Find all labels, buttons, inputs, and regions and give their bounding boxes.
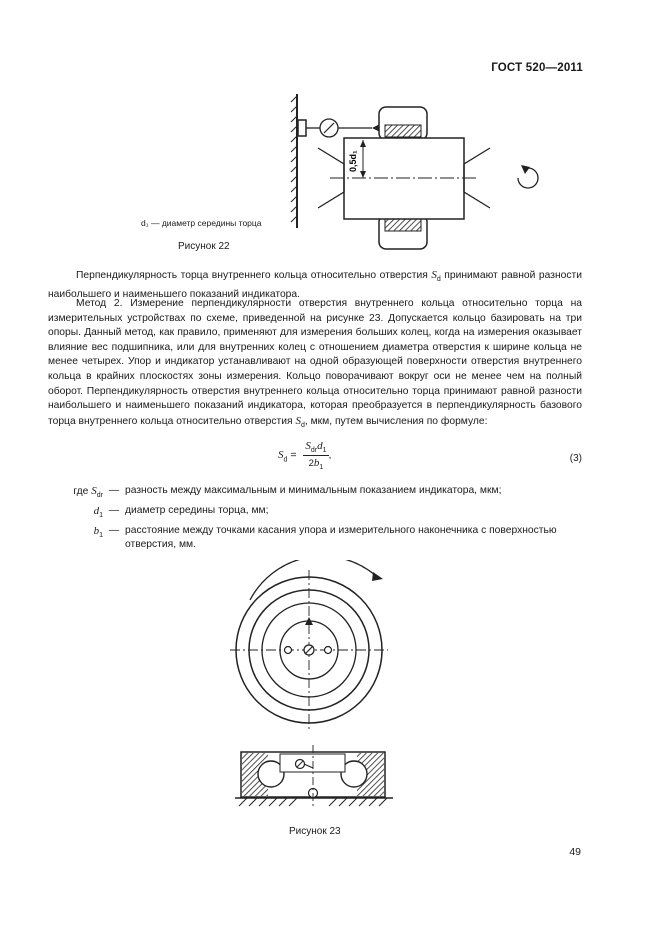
figure-22-caption: Рисунок 22 bbox=[178, 241, 230, 252]
figure-23-caption: Рисунок 23 bbox=[289, 826, 341, 837]
figure-23-diagram bbox=[225, 560, 400, 825]
paragraph-1: Перпендикулярность торца внутреннего кольца относительно отверстия $S_d$ принимают равной разности наибольшего и наименьшего показаний индикатора. bbox=[48, 269, 582, 300]
figure-22-diagram bbox=[140, 88, 560, 253]
definition-row: $d_1$ — диаметр середины торца, мм; bbox=[93, 504, 269, 519]
rotation-arrow-icon bbox=[372, 572, 383, 581]
definitions-list bbox=[48, 484, 588, 553]
paragraph-2: Метод 2. Измерение перпендикулярности отверстия внутреннего кольца относительно торца на измерительных устройствах по схеме, приведенной на рисунке 23. Допускается кольцо базировать на три опоры. Данный метод, как правило, применяют для измерения больших колец, когда на измерения оказывает влияние вес подшипника, или для внутренних колец с отношением диаметра отверстия к ширине кольца не менее четырех. Упор и индикатор устанавливают на одной образующей поверхности отверстия внутреннего кольца в крайних плоскостях зоны измерения. Кольцо поворачивают вокруг оси не менее чем на полный оборот. Перпендикулярность отверстия внутреннего кольца относительно торца принимают равной разности наибольшего и наименьшего показаний индикатора, которая преобразуется в перпендикулярность базового торца внутреннего кольца относительно отверстия $S_d$, мкм, путем вычисления по формуле: bbox=[48, 298, 582, 429]
definition-row: где $S_{dr}$ — разность между максимальным и минимальным показанием индикатора, мкм; bbox=[73, 485, 502, 500]
formula-fraction: $\frac{S_{dr}d_1}{2b_1}$ bbox=[305, 440, 327, 471]
page-number: 49 bbox=[569, 846, 581, 858]
figure-22-legend: d₁ — диаметр середины торца bbox=[141, 218, 262, 228]
gauge-label: 0,5d₁ bbox=[348, 150, 358, 172]
document-header: ГОСТ 520—2011 bbox=[491, 62, 583, 74]
definition-row: $b_1$ — расстояние между точками касания упора и измерительного наконечника с поверхностью отверстия, мм. bbox=[93, 524, 557, 551]
formula-3: $S_d$ = $\frac{S_{dr}d_1}{2b_1}$ , bbox=[278, 440, 332, 471]
rotation-arrow-icon bbox=[518, 168, 538, 188]
equation-number: (3) bbox=[569, 453, 582, 464]
